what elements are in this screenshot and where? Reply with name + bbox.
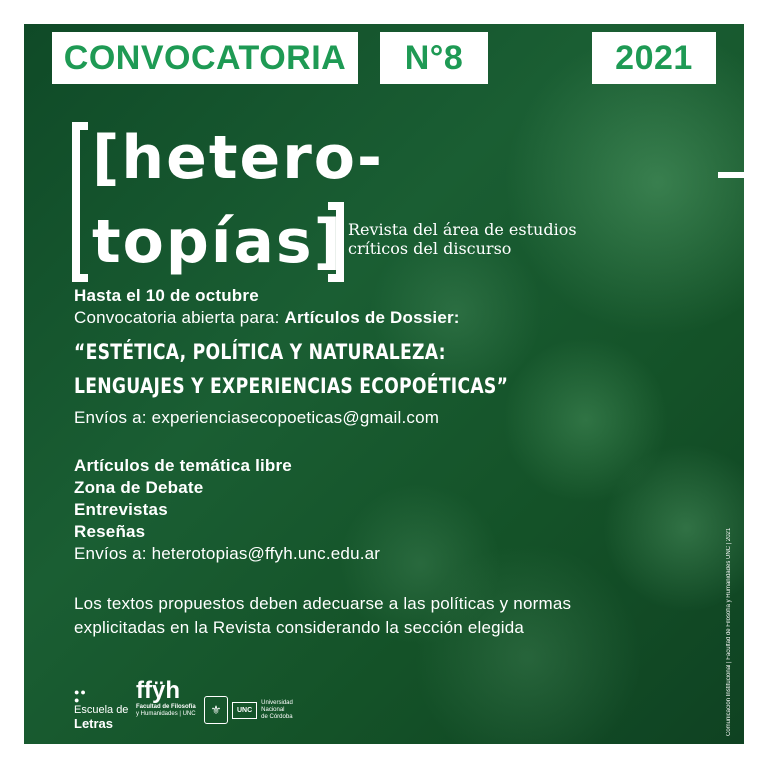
unc-line3: de Córdoba: [261, 713, 293, 720]
tagline-line2: críticos del discurso: [348, 239, 512, 258]
convocatoria-text: CONVOCATORIA: [63, 38, 347, 77]
vertical-credit: Comunicación Institucional | Facultad de Filosofía y Humanidades UNC | 2021: [726, 527, 732, 736]
dots-icon: ●● ●: [74, 687, 87, 705]
tagline: [348, 220, 648, 258]
side-tick-mark: [718, 172, 744, 178]
dossier-title-line1: “ESTÉTICA, POLÍTICA Y NATURALEZA:: [74, 340, 446, 364]
section-item-resenas: Reseñas: [74, 522, 146, 541]
ffyh-logo: [136, 678, 196, 718]
heterotopias-logo: [70, 116, 384, 282]
issue-number-text: N°8: [404, 38, 464, 77]
escuela-line1: Escuela de: [74, 704, 129, 716]
section-item-zona-debate: Zona de Debate: [74, 478, 204, 497]
dossier-title-line2: LENGUAJES Y EXPERIENCIAS ECOPOÉTICAS”: [74, 374, 509, 398]
ffyh-wordmark: ffÿh: [136, 677, 180, 704]
open-call-line: [74, 308, 460, 328]
unc-line1: Universidad: [261, 699, 293, 706]
open-call-section: Artículos de Dossier:: [284, 308, 460, 327]
unc-name: [261, 700, 293, 721]
section-item-articulos: Artículos de temática libre: [74, 456, 292, 475]
convocatoria-label: [52, 32, 358, 84]
ffyh-sub2: y Humanidades | UNC: [136, 711, 196, 717]
unc-shield-icon: ⚜: [204, 696, 228, 724]
general-email-line: Envíos a: heterotopias@ffyh.unc.edu.ar: [74, 544, 381, 563]
unc-logo: [204, 696, 293, 724]
escuela-letras-logo: [74, 688, 128, 731]
year-label: [592, 32, 716, 84]
note-line2: explicitadas en la Revista considerando la sección elegida: [74, 618, 525, 637]
note-line1: Los textos propuestos deben adecuarse a las políticas y normas: [74, 594, 572, 613]
unc-line2: Nacional: [261, 706, 285, 713]
ffyh-sub1: Facultad de Filosofía: [136, 704, 196, 710]
open-call-prefix: Convocatoria abierta para:: [74, 308, 285, 327]
logo-line2: topías]: [92, 207, 344, 277]
poster-background: [24, 24, 744, 744]
dossier-email-line: Envíos a: experienciasecopoeticas@gmail.com: [74, 408, 440, 427]
tagline-line1: Revista del área de estudios: [348, 220, 577, 239]
year-text: 2021: [615, 38, 693, 77]
escuela-line2: Letras: [74, 716, 114, 731]
section-item-entrevistas: Entrevistas: [74, 500, 168, 519]
deadline-text: Hasta el 10 de octubre: [74, 286, 259, 305]
heterotopias-logo-graphic: [70, 116, 384, 282]
logo-line1: [hetero-: [92, 123, 384, 193]
issue-number-label: [380, 32, 488, 84]
unc-abbr: UNC: [232, 702, 257, 719]
